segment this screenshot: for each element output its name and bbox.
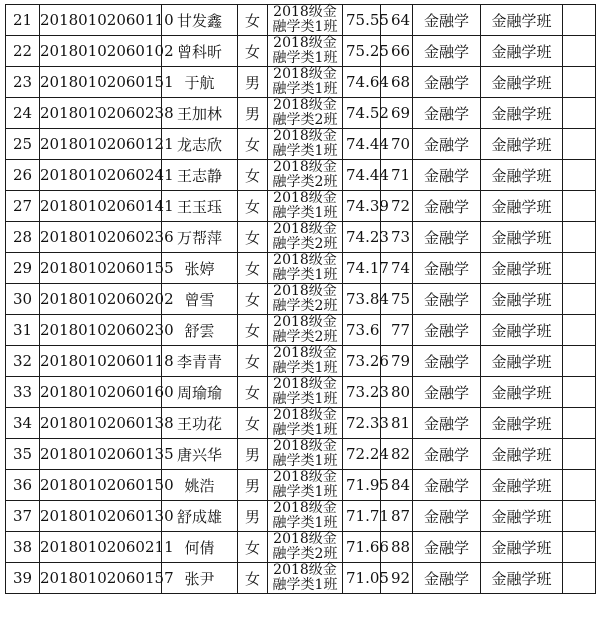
class-cell: 2018级金融学类2班	[268, 315, 343, 346]
gender-cell: 女	[238, 377, 268, 408]
note-cell	[563, 5, 596, 36]
program-cell: 金融学班	[481, 377, 563, 408]
class-cell: 2018级金融学类1班	[268, 470, 343, 501]
row-number-cell: 24	[6, 98, 40, 129]
student-name-cell: 曾科昕	[162, 36, 238, 67]
major-cell: 金融学	[413, 315, 481, 346]
student-name-cell: 王功花	[162, 408, 238, 439]
student-id-cell: 20180102060130	[40, 501, 162, 532]
rank-cell: 92	[381, 563, 413, 594]
class-cell: 2018级金融学类1班	[268, 377, 343, 408]
note-cell	[563, 315, 596, 346]
student-name-cell: 曾雪	[162, 284, 238, 315]
note-cell	[563, 191, 596, 222]
major-cell: 金融学	[413, 470, 481, 501]
score-cell: 71.66	[343, 532, 381, 563]
gender-cell: 女	[238, 315, 268, 346]
student-id-cell: 20180102060236	[40, 222, 162, 253]
rank-cell: 84	[381, 470, 413, 501]
gender-cell: 女	[238, 5, 268, 36]
student-id-cell: 20180102060157	[40, 563, 162, 594]
table-row	[6, 253, 596, 284]
major-cell: 金融学	[413, 222, 481, 253]
student-id-cell: 20180102060238	[40, 98, 162, 129]
student-id-cell: 20180102060211	[40, 532, 162, 563]
class-cell: 2018级金融学类1班	[268, 563, 343, 594]
rank-cell: 75	[381, 284, 413, 315]
major-cell: 金融学	[413, 439, 481, 470]
class-cell: 2018级金融学类1班	[268, 191, 343, 222]
row-number-cell: 21	[6, 5, 40, 36]
rank-cell: 82	[381, 439, 413, 470]
major-cell: 金融学	[413, 129, 481, 160]
student-id-cell: 20180102060155	[40, 253, 162, 284]
student-id-cell: 20180102060151	[40, 67, 162, 98]
program-cell: 金融学班	[481, 284, 563, 315]
rank-cell: 77	[381, 315, 413, 346]
note-cell	[563, 129, 596, 160]
row-number-cell: 37	[6, 501, 40, 532]
major-cell: 金融学	[413, 191, 481, 222]
major-cell: 金融学	[413, 36, 481, 67]
row-number-cell: 38	[6, 532, 40, 563]
table-row	[6, 129, 596, 160]
student-id-cell: 20180102060138	[40, 408, 162, 439]
class-cell: 2018级金融学类1班	[268, 408, 343, 439]
row-number-cell: 31	[6, 315, 40, 346]
rank-cell: 64	[381, 5, 413, 36]
major-cell: 金融学	[413, 532, 481, 563]
score-cell: 72.24	[343, 439, 381, 470]
score-cell: 71.71	[343, 501, 381, 532]
gender-cell: 女	[238, 222, 268, 253]
row-number-cell: 32	[6, 346, 40, 377]
row-number-cell: 36	[6, 470, 40, 501]
student-id-cell: 20180102060141	[40, 191, 162, 222]
table-row	[6, 377, 596, 408]
student-name-cell: 舒成雄	[162, 501, 238, 532]
class-cell: 2018级金融学类1班	[268, 67, 343, 98]
note-cell	[563, 346, 596, 377]
gender-cell: 女	[238, 532, 268, 563]
program-cell: 金融学班	[481, 222, 563, 253]
student-name-cell: 王加林	[162, 98, 238, 129]
student-name-cell: 何倩	[162, 532, 238, 563]
score-cell: 73.26	[343, 346, 381, 377]
class-cell: 2018级金融学类2班	[268, 532, 343, 563]
program-cell: 金融学班	[481, 501, 563, 532]
table-row	[6, 563, 596, 594]
table-row	[6, 36, 596, 67]
score-cell: 73.23	[343, 377, 381, 408]
student-name-cell: 姚浩	[162, 470, 238, 501]
class-cell: 2018级金融学类2班	[268, 284, 343, 315]
note-cell	[563, 36, 596, 67]
student-name-cell: 于航	[162, 67, 238, 98]
student-id-cell: 20180102060241	[40, 160, 162, 191]
class-cell: 2018级金融学类2班	[268, 222, 343, 253]
rank-cell: 72	[381, 191, 413, 222]
student-name-cell: 张尹	[162, 563, 238, 594]
student-id-cell: 20180102060150	[40, 470, 162, 501]
major-cell: 金融学	[413, 253, 481, 284]
score-cell: 74.17	[343, 253, 381, 284]
class-cell: 2018级金融学类1班	[268, 501, 343, 532]
program-cell: 金融学班	[481, 98, 563, 129]
note-cell	[563, 284, 596, 315]
score-cell: 74.52	[343, 98, 381, 129]
score-cell: 73.84	[343, 284, 381, 315]
program-cell: 金融学班	[481, 129, 563, 160]
student-id-cell: 20180102060135	[40, 439, 162, 470]
class-cell: 2018级金融学类1班	[268, 439, 343, 470]
gender-cell: 女	[238, 191, 268, 222]
score-cell: 74.44	[343, 129, 381, 160]
program-cell: 金融学班	[481, 346, 563, 377]
major-cell: 金融学	[413, 563, 481, 594]
note-cell	[563, 253, 596, 284]
rank-cell: 66	[381, 36, 413, 67]
program-cell: 金融学班	[481, 36, 563, 67]
class-cell: 2018级金融学类1班	[268, 346, 343, 377]
row-number-cell: 30	[6, 284, 40, 315]
major-cell: 金融学	[413, 5, 481, 36]
rank-cell: 68	[381, 67, 413, 98]
student-name-cell: 王志静	[162, 160, 238, 191]
program-cell: 金融学班	[481, 470, 563, 501]
rank-cell: 87	[381, 501, 413, 532]
student-name-cell: 万帮萍	[162, 222, 238, 253]
row-number-cell: 35	[6, 439, 40, 470]
row-number-cell: 39	[6, 563, 40, 594]
class-cell: 2018级金融学类1班	[268, 129, 343, 160]
student-name-cell: 唐兴华	[162, 439, 238, 470]
table-row	[6, 5, 596, 36]
score-cell: 71.05	[343, 563, 381, 594]
row-number-cell: 26	[6, 160, 40, 191]
rank-cell: 79	[381, 346, 413, 377]
major-cell: 金融学	[413, 346, 481, 377]
class-cell: 2018级金融学类1班	[268, 253, 343, 284]
row-number-cell: 33	[6, 377, 40, 408]
note-cell	[563, 470, 596, 501]
row-number-cell: 28	[6, 222, 40, 253]
rank-cell: 88	[381, 532, 413, 563]
student-name-cell: 周瑜瑜	[162, 377, 238, 408]
student-name-cell: 王玉珏	[162, 191, 238, 222]
score-cell: 74.39	[343, 191, 381, 222]
gender-cell: 男	[238, 501, 268, 532]
class-cell: 2018级金融学类1班	[268, 36, 343, 67]
table-row	[6, 470, 596, 501]
table-row	[6, 222, 596, 253]
row-number-cell: 22	[6, 36, 40, 67]
note-cell	[563, 532, 596, 563]
note-cell	[563, 67, 596, 98]
program-cell: 金融学班	[481, 439, 563, 470]
gender-cell: 女	[238, 563, 268, 594]
class-cell: 2018级金融学类2班	[268, 160, 343, 191]
gender-cell: 男	[238, 67, 268, 98]
rank-cell: 73	[381, 222, 413, 253]
table-body	[6, 5, 596, 594]
table-row	[6, 98, 596, 129]
note-cell	[563, 501, 596, 532]
program-cell: 金融学班	[481, 253, 563, 284]
student-id-cell: 20180102060202	[40, 284, 162, 315]
score-cell: 73.6	[343, 315, 381, 346]
rank-cell: 69	[381, 98, 413, 129]
gender-cell: 女	[238, 36, 268, 67]
rank-cell: 74	[381, 253, 413, 284]
note-cell	[563, 408, 596, 439]
table-row	[6, 408, 596, 439]
program-cell: 金融学班	[481, 532, 563, 563]
score-cell: 74.23	[343, 222, 381, 253]
gender-cell: 女	[238, 408, 268, 439]
student-name-cell: 舒雲	[162, 315, 238, 346]
major-cell: 金融学	[413, 408, 481, 439]
major-cell: 金融学	[413, 67, 481, 98]
program-cell: 金融学班	[481, 315, 563, 346]
student-name-cell: 李青青	[162, 346, 238, 377]
student-ranking-table	[5, 4, 596, 594]
class-cell: 2018级金融学类2班	[268, 98, 343, 129]
score-cell: 71.95	[343, 470, 381, 501]
major-cell: 金融学	[413, 284, 481, 315]
gender-cell: 男	[238, 470, 268, 501]
row-number-cell: 25	[6, 129, 40, 160]
note-cell	[563, 377, 596, 408]
score-cell: 75.55	[343, 5, 381, 36]
row-number-cell: 29	[6, 253, 40, 284]
table-row	[6, 284, 596, 315]
table-row	[6, 501, 596, 532]
note-cell	[563, 160, 596, 191]
table-row	[6, 346, 596, 377]
student-id-cell: 20180102060102	[40, 36, 162, 67]
table-row	[6, 315, 596, 346]
note-cell	[563, 222, 596, 253]
class-cell: 2018级金融学类1班	[268, 5, 343, 36]
student-name-cell: 甘发鑫	[162, 5, 238, 36]
program-cell: 金融学班	[481, 5, 563, 36]
gender-cell: 女	[238, 160, 268, 191]
major-cell: 金融学	[413, 160, 481, 191]
score-cell: 74.64	[343, 67, 381, 98]
row-number-cell: 23	[6, 67, 40, 98]
note-cell	[563, 98, 596, 129]
student-id-cell: 20180102060230	[40, 315, 162, 346]
table-row	[6, 439, 596, 470]
gender-cell: 女	[238, 253, 268, 284]
table-row	[6, 532, 596, 563]
gender-cell: 男	[238, 98, 268, 129]
gender-cell: 女	[238, 346, 268, 377]
student-id-cell: 20180102060110	[40, 5, 162, 36]
note-cell	[563, 563, 596, 594]
gender-cell: 女	[238, 284, 268, 315]
major-cell: 金融学	[413, 501, 481, 532]
major-cell: 金融学	[413, 377, 481, 408]
table-row	[6, 191, 596, 222]
score-cell: 74.44	[343, 160, 381, 191]
major-cell: 金融学	[413, 98, 481, 129]
gender-cell: 男	[238, 439, 268, 470]
rank-cell: 80	[381, 377, 413, 408]
score-cell: 75.25	[343, 36, 381, 67]
rank-cell: 71	[381, 160, 413, 191]
table-row	[6, 160, 596, 191]
table-row	[6, 67, 596, 98]
rank-cell: 70	[381, 129, 413, 160]
program-cell: 金融学班	[481, 67, 563, 98]
ranking-sheet	[5, 4, 595, 594]
row-number-cell: 34	[6, 408, 40, 439]
student-name-cell: 张婷	[162, 253, 238, 284]
program-cell: 金融学班	[481, 408, 563, 439]
row-number-cell: 27	[6, 191, 40, 222]
student-id-cell: 20180102060121	[40, 129, 162, 160]
student-name-cell: 龙志欣	[162, 129, 238, 160]
gender-cell: 女	[238, 129, 268, 160]
program-cell: 金融学班	[481, 191, 563, 222]
rank-cell: 81	[381, 408, 413, 439]
score-cell: 72.33	[343, 408, 381, 439]
program-cell: 金融学班	[481, 563, 563, 594]
note-cell	[563, 439, 596, 470]
program-cell: 金融学班	[481, 160, 563, 191]
student-id-cell: 20180102060118	[40, 346, 162, 377]
student-id-cell: 20180102060160	[40, 377, 162, 408]
